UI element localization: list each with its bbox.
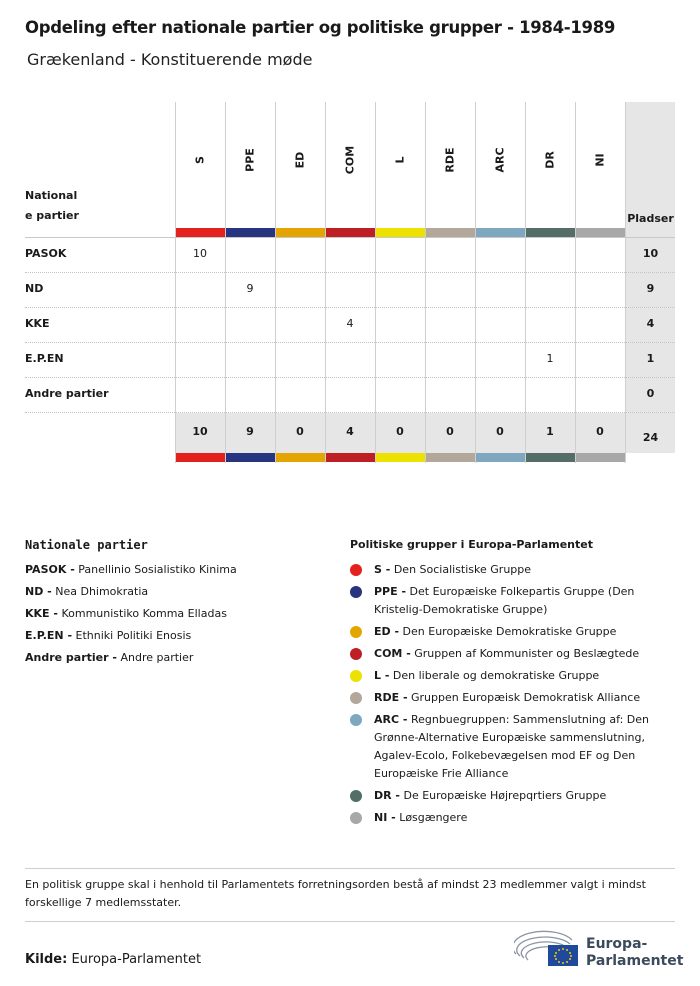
group-color-dot-icon xyxy=(350,692,362,704)
group-color-bar-bottom xyxy=(426,453,475,462)
row-divider xyxy=(25,377,675,378)
group-header-label: S xyxy=(193,156,207,164)
political-group-legend-item xyxy=(350,645,660,663)
group-color-bar-top xyxy=(476,228,525,237)
group-color-bar-top xyxy=(226,228,275,237)
legend-abbr: L - xyxy=(374,669,390,682)
group-color-bar-bottom xyxy=(226,453,275,462)
row-party-label: KKE xyxy=(25,317,50,330)
source-line xyxy=(25,952,201,967)
political-groups-legend xyxy=(350,561,660,831)
legend-abbr: PPE - xyxy=(374,585,407,598)
group-header-ni xyxy=(575,102,625,222)
legend-name: Det Europæiske Folkepartis Gruppe (Den Kristelig-Demokratiske Gruppe) xyxy=(374,585,635,616)
row-party-label: PASOK xyxy=(25,247,67,260)
group-color-dot-icon xyxy=(350,670,362,682)
total-rde: 0 xyxy=(446,425,454,438)
group-header-label: NI xyxy=(593,153,607,167)
national-parties-header xyxy=(25,186,79,226)
group-color-bar-top xyxy=(426,228,475,237)
national-header-line-2: e partier xyxy=(25,209,79,222)
legend-abbr: ED - xyxy=(374,625,400,638)
national-party-legend-item xyxy=(25,628,335,650)
legend-abbr: E.P.EN - xyxy=(25,629,73,642)
legend-abbr: RDE - xyxy=(374,691,408,704)
political-group-legend-item xyxy=(350,809,660,827)
group-header-label: ARC xyxy=(493,147,507,173)
legend-name: Den liberale og demokratiske Gruppe xyxy=(392,669,600,682)
page-title: Opdeling efter nationale partier og politiske grupper - 1984-1989 xyxy=(25,18,616,37)
seats-header: Pladser xyxy=(627,212,674,225)
total-s: 10 xyxy=(192,425,208,438)
group-header-label: ED xyxy=(293,151,307,169)
group-header-l xyxy=(375,102,425,222)
group-color-bar-bottom xyxy=(326,453,375,462)
legend-name: Panellinio Sosialistiko Kinima xyxy=(78,563,237,576)
logo-text-line-2: Parlamentet xyxy=(586,953,684,969)
row-party-label: E.P.EN xyxy=(25,352,64,365)
cell-nd-ppe: 9 xyxy=(246,282,254,295)
group-color-dot-icon xyxy=(350,586,362,598)
national-parties-legend xyxy=(25,562,335,672)
legend-name: Løsgængere xyxy=(399,811,468,824)
national-header-line-1: National xyxy=(25,189,78,202)
political-group-legend-item xyxy=(350,787,660,805)
group-header-label: DR xyxy=(543,151,557,169)
page-subtitle: Grækenland - Konstituerende møde xyxy=(27,50,313,69)
row-seats: 9 xyxy=(646,282,655,295)
group-header-arc xyxy=(475,102,525,222)
note-top-divider xyxy=(25,868,675,869)
legend-name: Kommunistiko Komma Elladas xyxy=(61,607,227,620)
total-arc: 0 xyxy=(496,425,504,438)
legend-name: Regnbuegruppen: Sammenslutning af: Den Grønne-Alternative Europæiske sammenslutning, Agalev-Ecolo, Folkebevægelsen mod EF og Den Europæiske Frie Alliance xyxy=(374,713,650,780)
row-seats: 1 xyxy=(646,352,655,365)
legend-abbr: ND - xyxy=(25,585,52,598)
national-party-legend-item xyxy=(25,584,335,606)
row-party-label: Andre partier xyxy=(25,387,109,400)
group-color-bar-top xyxy=(526,228,575,237)
grand-total: 24 xyxy=(642,431,659,444)
row-seats: 0 xyxy=(646,387,655,400)
political-group-legend-item xyxy=(350,667,660,685)
group-header-label: PPE xyxy=(243,148,257,172)
group-color-dot-icon xyxy=(350,648,362,660)
cell-epen-dr: 1 xyxy=(546,352,554,365)
political-group-legend-item xyxy=(350,689,660,707)
legend-name: Andre partier xyxy=(120,651,194,664)
group-color-bar-bottom xyxy=(576,453,625,462)
note-bottom-divider xyxy=(25,921,675,922)
political-group-legend-item xyxy=(350,561,660,579)
political-groups-legend-title: Politiske grupper i Europa-Parlamentet xyxy=(350,538,593,551)
cell-pasok-s: 10 xyxy=(193,247,207,260)
group-header-rde xyxy=(425,102,475,222)
row-seats: 4 xyxy=(646,317,655,330)
group-header-label: L xyxy=(393,156,407,164)
legend-abbr: NI - xyxy=(374,811,396,824)
legend-name: De Europæiske Højrepqrtiers Gruppe xyxy=(403,789,607,802)
parliament-hemicycle-icon xyxy=(514,930,580,970)
legend-name: Gruppen af Kommunister og Beslægtede xyxy=(414,647,640,660)
legend-name: Den Europæiske Demokratiske Gruppe xyxy=(402,625,617,638)
row-divider xyxy=(25,342,675,343)
national-party-legend-item xyxy=(25,606,335,628)
group-color-bar-bottom xyxy=(276,453,325,462)
group-color-bar-bottom xyxy=(376,453,425,462)
total-ppe: 9 xyxy=(246,425,254,438)
political-group-legend-item xyxy=(350,711,660,783)
legend-abbr: PASOK - xyxy=(25,563,75,576)
group-color-bar-top xyxy=(176,228,225,237)
total-ni: 0 xyxy=(596,425,604,438)
legend-abbr: ARC - xyxy=(374,713,408,726)
group-color-dot-icon xyxy=(350,812,362,824)
legend-name: Gruppen Europæisk Demokratisk Alliance xyxy=(411,691,641,704)
legend-abbr: COM - xyxy=(374,647,411,660)
row-party-label: ND xyxy=(25,282,44,295)
legend-abbr: S - xyxy=(374,563,391,576)
group-color-dot-icon xyxy=(350,790,362,802)
group-header-label: RDE xyxy=(443,147,457,173)
row-divider xyxy=(25,412,675,413)
legend-name: Nea Dhimokratia xyxy=(55,585,149,598)
group-color-bar-bottom xyxy=(526,453,575,462)
logo-text xyxy=(586,936,683,970)
group-header-label: COM xyxy=(343,145,357,175)
national-party-legend-item xyxy=(25,650,335,672)
legend-abbr: DR - xyxy=(374,789,400,802)
legend-abbr: Andre partier - xyxy=(25,651,117,664)
source-label: Kilde: xyxy=(25,952,68,967)
seat-distribution-table xyxy=(0,0,700,470)
political-group-legend-item xyxy=(350,623,660,641)
group-header-s xyxy=(175,102,225,222)
group-color-dot-icon xyxy=(350,626,362,638)
logo-text-line-1: Europa- xyxy=(586,936,648,952)
legend-name: Ethniki Politiki Enosis xyxy=(75,629,192,642)
group-color-bar-bottom xyxy=(176,453,225,462)
group-color-bar-top xyxy=(326,228,375,237)
group-header-dr xyxy=(525,102,575,222)
national-party-legend-item xyxy=(25,562,335,584)
total-com: 4 xyxy=(346,425,354,438)
row-seats: 10 xyxy=(642,247,659,260)
group-color-bar-bottom xyxy=(476,453,525,462)
legend-name: Den Socialistiske Gruppe xyxy=(393,563,532,576)
group-header-ed xyxy=(275,102,325,222)
total-dr: 1 xyxy=(546,425,554,438)
group-color-bar-top xyxy=(276,228,325,237)
political-group-legend-item xyxy=(350,583,660,619)
group-color-bar-top xyxy=(376,228,425,237)
group-color-dot-icon xyxy=(350,564,362,576)
total-ed: 0 xyxy=(296,425,304,438)
row-divider xyxy=(25,307,675,308)
legend-abbr: KKE - xyxy=(25,607,58,620)
group-header-ppe xyxy=(225,102,275,222)
header-divider xyxy=(25,237,675,238)
cell-kke-com: 4 xyxy=(346,317,354,330)
group-color-bar-top xyxy=(576,228,625,237)
footnote: En politisk gruppe skal i henhold til Parlamentets forretningsorden bestå af mindst 23 medlemmer valgt i mindst forskellige 7 medlemsstater. xyxy=(25,878,646,909)
group-header-com xyxy=(325,102,375,222)
source-value: Europa-Parlamentet xyxy=(71,952,202,967)
national-parties-legend-title: Nationale partier xyxy=(25,538,148,552)
row-divider xyxy=(25,272,675,273)
group-color-dot-icon xyxy=(350,714,362,726)
european-parliament-logo xyxy=(514,930,684,970)
total-l: 0 xyxy=(396,425,404,438)
